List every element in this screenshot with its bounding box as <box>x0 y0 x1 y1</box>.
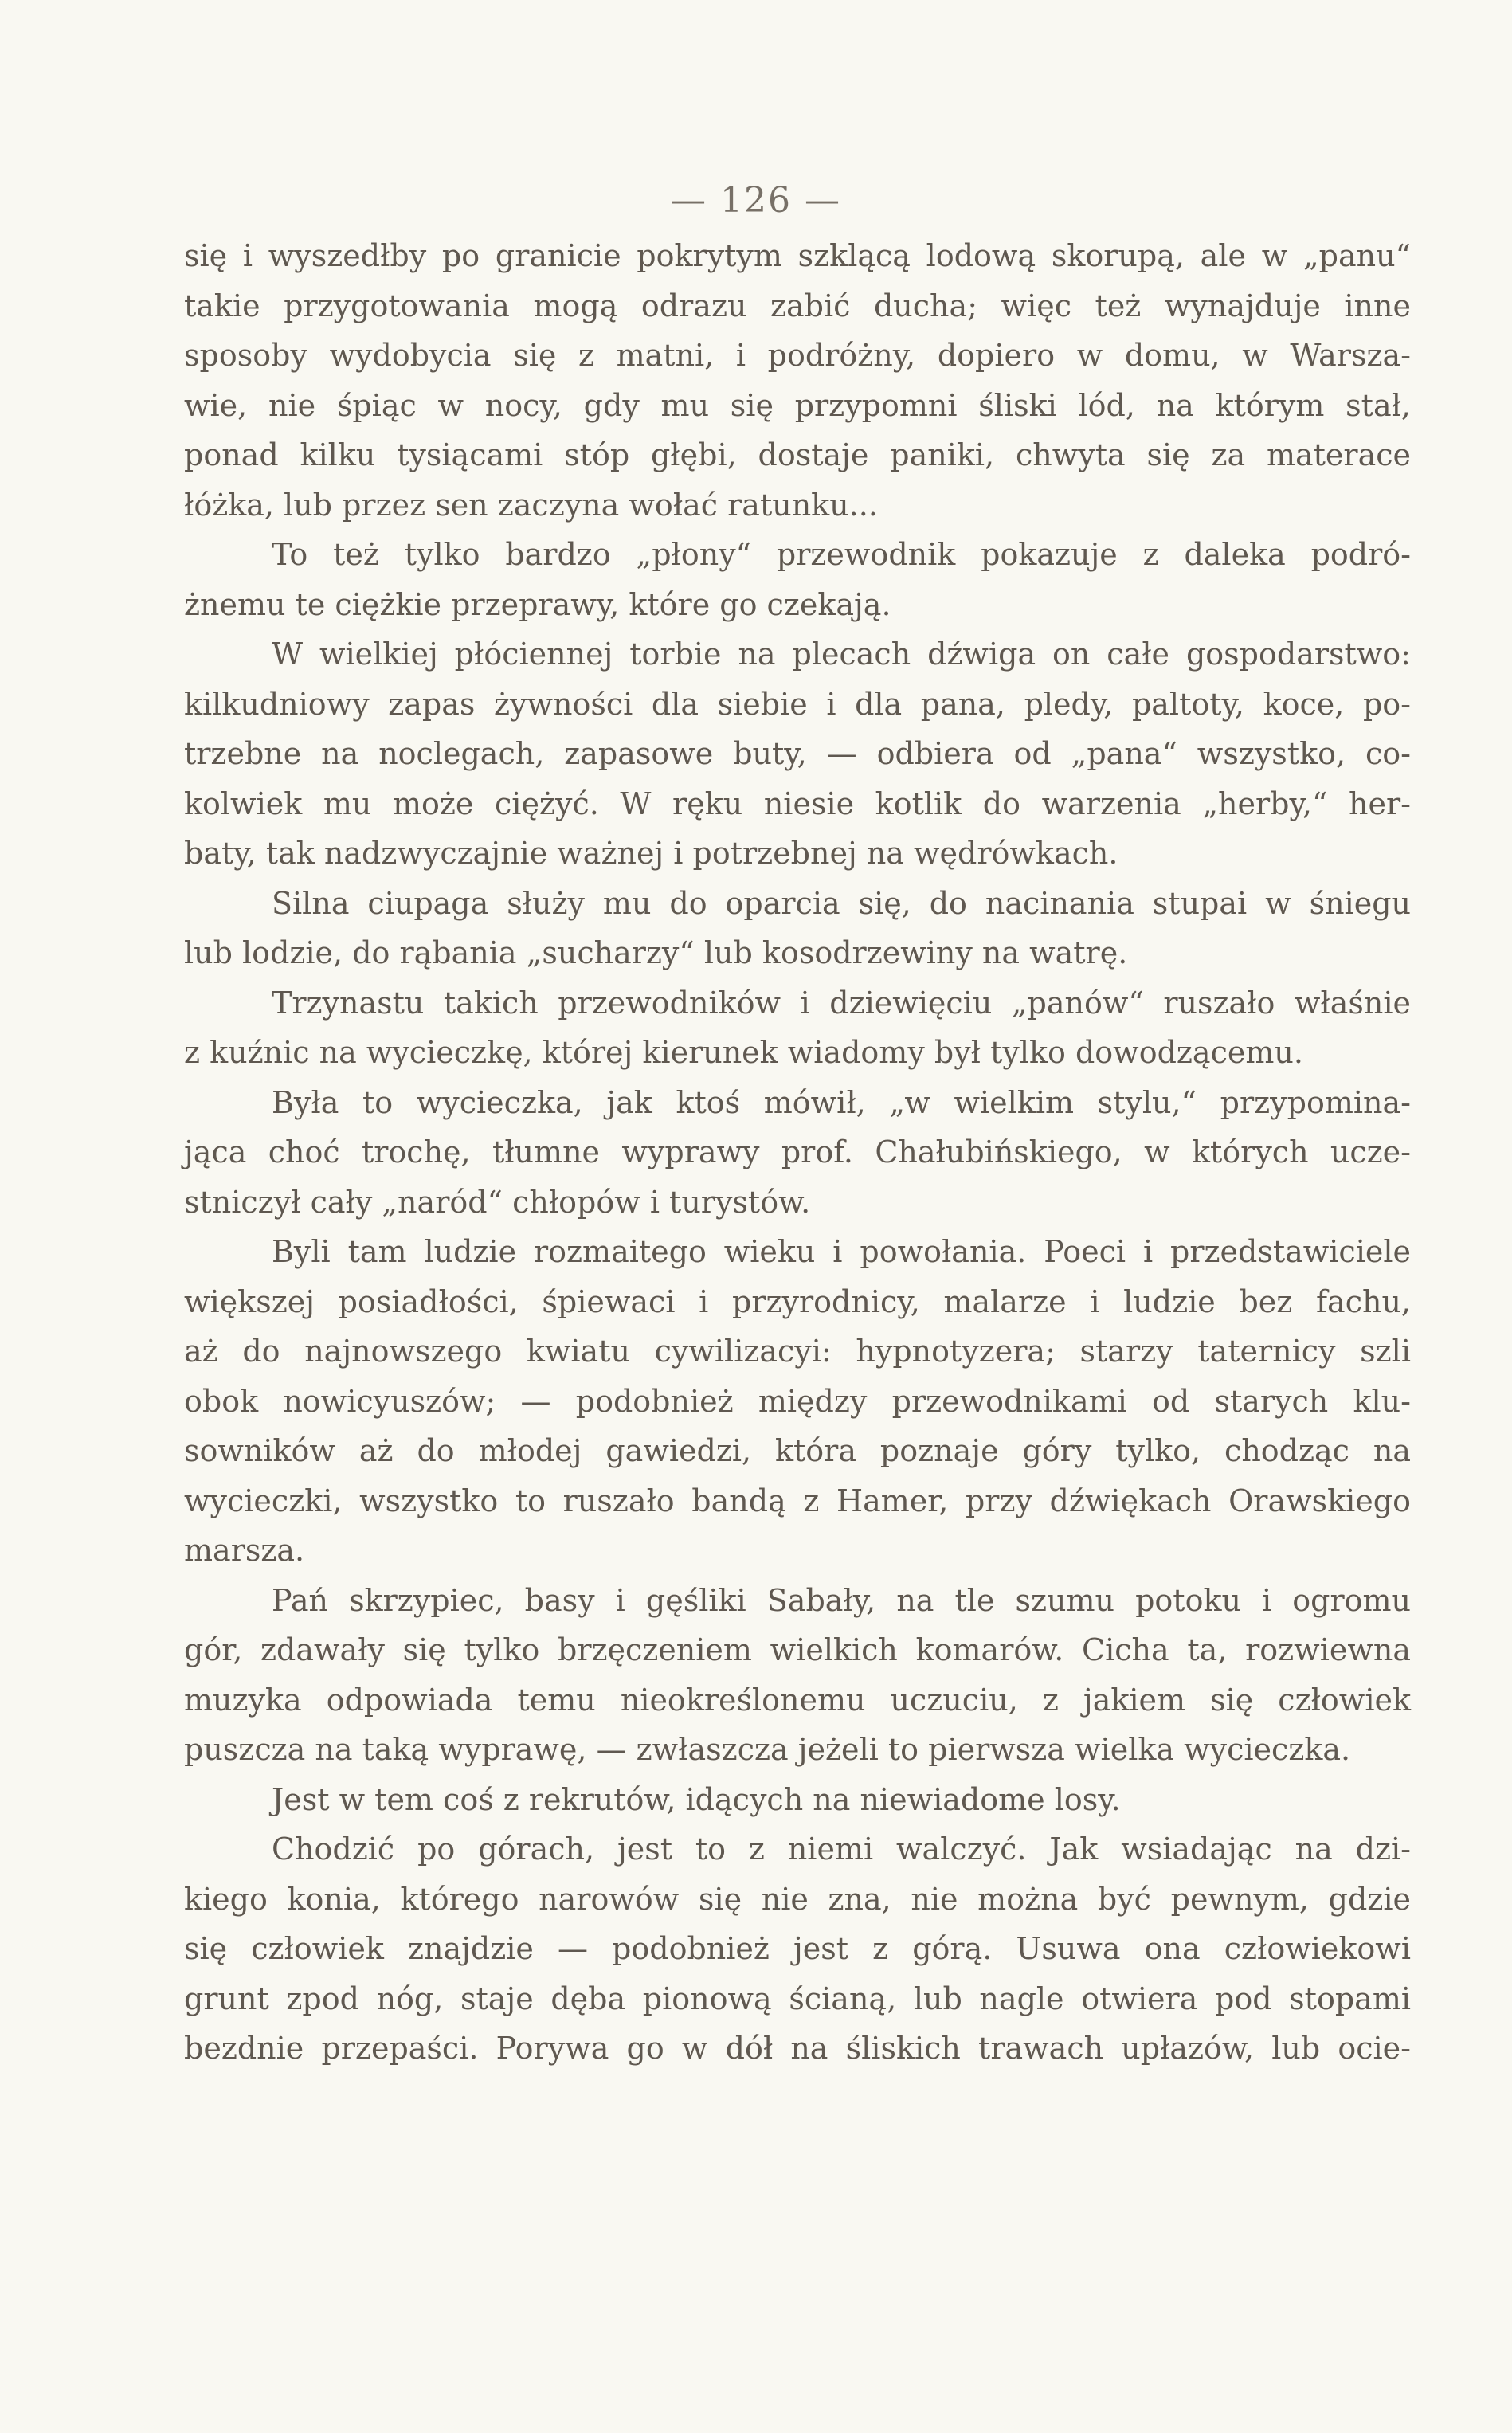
text-line: takie przygotowania mogą odrazu zabić ducha; więc też wynajduje inne <box>184 288 1411 323</box>
text-line: marsza. <box>184 1533 305 1568</box>
text-line: kolwiek mu może ciężyć. W ręku niesie kotlik do warzenia „herby,“ her- <box>184 786 1411 821</box>
text-line: stniczył cały „naród“ chłopów i turystów. <box>184 1184 811 1220</box>
text-line: Pań skrzypiec, basy i gęśliki Sabały, na tle szumu potoku i ogromu <box>272 1582 1411 1618</box>
text-line: wycieczki, wszystko to ruszało bandą z Hamer, przy dźwiękach Orawskiego <box>184 1483 1411 1518</box>
text-line: gór, zdawały się tylko brzęczeniem wielkich komarów. Cicha ta, rozwiewna <box>184 1632 1411 1667</box>
text-line: W wielkiej płóciennej torbie na plecach dźwiga on całe gospodarstwo: <box>272 637 1411 672</box>
text-line: grunt zpod nóg, staje dęba pionową ścianą, lub nagle otwiera pod stopami <box>184 1980 1411 2016</box>
text-line: To też tylko bardzo „płony“ przewodnik pokazuje z daleka podró- <box>272 537 1411 572</box>
text-line: łóżka, lub przez sen zaczyna wołać ratunku... <box>184 487 878 523</box>
text-line: obok nowicyuszów; — podobnież między przewodnikami od starych klu- <box>184 1383 1411 1419</box>
text-line: aż do najnowszego kwiatu cywilizacyi: hypnotyzera; starzy taternicy szli <box>184 1334 1411 1369</box>
text-line: sowników aż do młodej gawiedzi, która poznaje góry tylko, chodząc na <box>184 1433 1411 1468</box>
text-line: się i wyszedłby po granicie pokrytym szklącą lodową skorupą, ale w „panu“ <box>184 238 1411 273</box>
text-line: żnemu te ciężkie przeprawy, które go czekają. <box>184 586 891 622</box>
page-number: — 126 — <box>671 180 841 221</box>
text-line: Trzynastu takich przewodników i dziewięciu „panów“ ruszało właśnie <box>272 985 1411 1021</box>
body-text <box>184 231 1411 2074</box>
text-line: większej posiadłości, śpiewaci i przyrodnicy, malarze i ludzie bez fachu, <box>184 1283 1411 1319</box>
text-line: Była to wycieczka, jak ktoś mówił, „w wielkim stylu,“ przypomina- <box>272 1084 1411 1120</box>
text-line: jąca choć trochę, tłumne wyprawy prof. Chałubińskiego, w których ucze- <box>184 1134 1411 1169</box>
text-line: Chodzić po górach, jest to z niemi walczyć. Jak wsiadając na dzi- <box>272 1832 1411 1867</box>
text-line: puszcza na taką wyprawę, — zwłaszcza jeżeli to pierwsza wielka wycieczka. <box>184 1732 1351 1767</box>
text-line: Jest w tem coś z rekrutów, idących na niewiadome losy. <box>272 1781 1121 1817</box>
text-line: ponad kilku tysiącami stóp głębi, dostaje paniki, chwyta się za materace <box>184 437 1411 472</box>
text-line: się człowiek znajdzie — podobnież jest z górą. Usuwa ona człowiekowi <box>184 1931 1411 1966</box>
text-line: kilkudniowy zapas żywności dla siebie i dla pana, pledy, paltoty, koce, po- <box>184 686 1411 722</box>
text-line: Byli tam ludzie rozmaitego wieku i powołania. Poeci i przedstawiciele <box>272 1234 1411 1269</box>
text-line: z kuźnic na wycieczkę, której kierunek wiadomy był tylko dowodzącemu. <box>184 1035 1303 1070</box>
text-line: kiego konia, którego narowów się nie zna, nie można być pewnym, gdzie <box>184 1881 1411 1917</box>
text-line: trzebne na noclegach, zapasowe buty, — odbiera od „pana“ wszystko, co- <box>184 736 1411 771</box>
text-line: wie, nie śpiąc w nocy, gdy mu się przypomni śliski lód, na którym stał, <box>184 387 1411 423</box>
text-line: Silna ciupaga służy mu do oparcia się, do nacinania stupai w śniegu <box>272 885 1411 921</box>
text-line: muzyka odpowiada temu nieokreślonemu uczuciu, z jakiem się człowiek <box>184 1682 1411 1718</box>
text-line: baty, tak nadzwyczajnie ważnej i potrzebnej na wędrówkach. <box>184 836 1118 871</box>
text-line: bezdnie przepaści. Porywa go w dół na śliskich trawach upłazów, lub ocie- <box>184 2031 1411 2066</box>
text-line: sposoby wydobycia się z matni, i podróżny, dopiero w domu, w Warsza- <box>184 338 1411 373</box>
text-line: lub lodzie, do rąbania „sucharzy“ lub kosodrzewiny na watrę. <box>184 935 1128 970</box>
